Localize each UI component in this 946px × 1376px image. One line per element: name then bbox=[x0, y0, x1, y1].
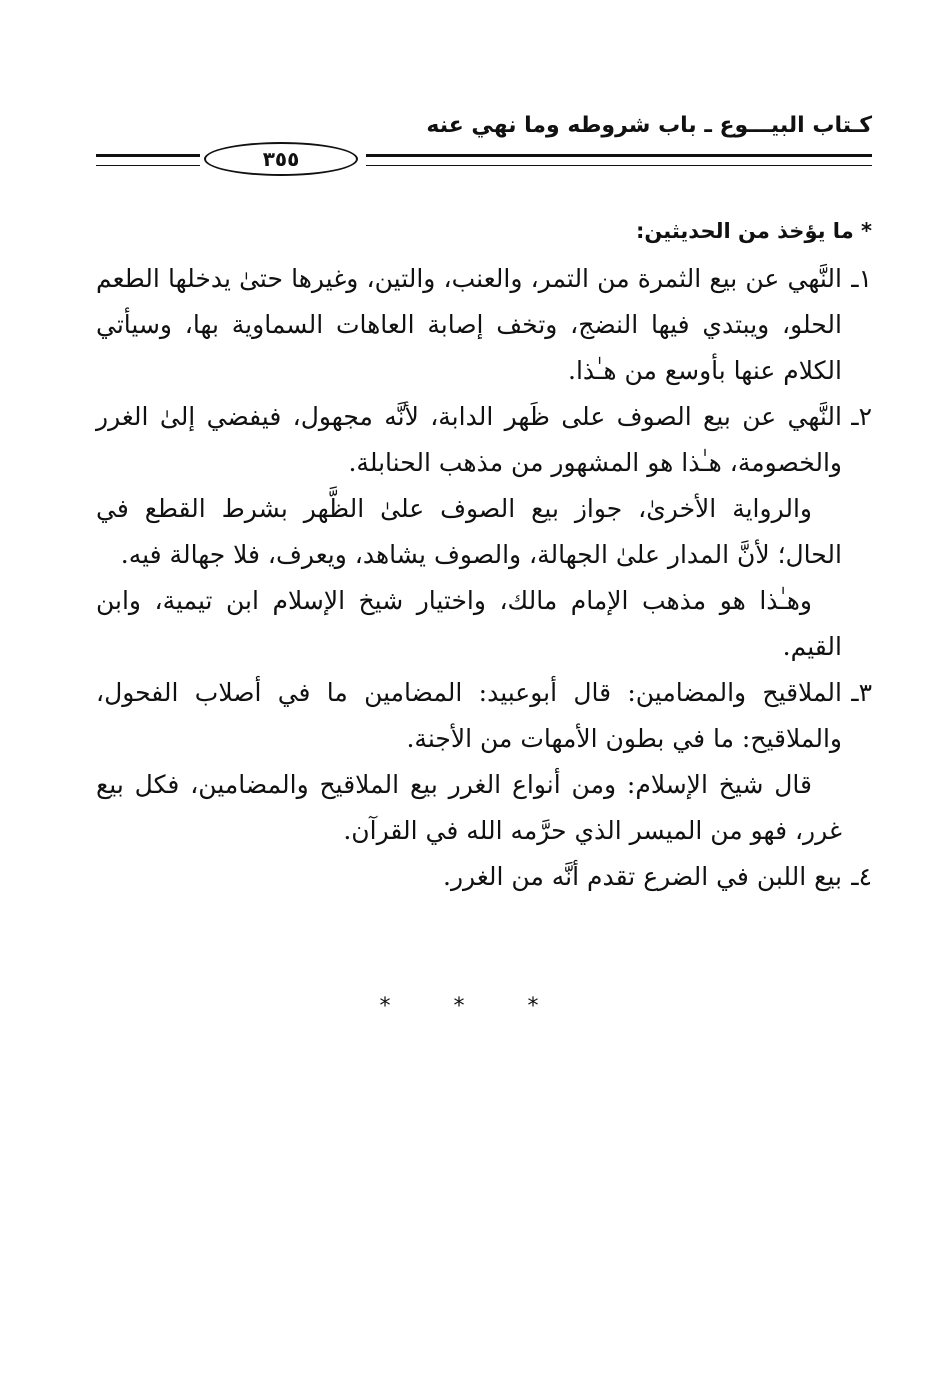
item-number: ٣ـ bbox=[851, 678, 872, 707]
item-number: ٢ـ bbox=[851, 402, 872, 431]
item-text: بيع اللبن في الضرع تقدم أنَّه من الغرر. bbox=[443, 862, 842, 891]
item-text: النَّهي عن بيع الصوف على ظَهر الدابة، لأنَّه مجهول، فيفضي إلىٰ الغرر والخصومة، هـٰذا هو المشهور من مذهب الحنابلة. bbox=[96, 402, 842, 477]
list-item-1 bbox=[96, 256, 872, 394]
paragraph-other-narration: والرواية الأخرىٰ، جواز بيع الصوف علىٰ الظَّهر بشرط القطع في الحال؛ لأنَّ المدار علىٰ الجهالة، والصوف يشاهد، ويعرف، فلا جهالة فيه. bbox=[96, 494, 842, 569]
list-item-4 bbox=[96, 854, 872, 900]
end-ornament: * * * bbox=[379, 994, 567, 1019]
paragraph-shaykh-al-islam: قال شيخ الإسلام: ومن أنواع الغرر بيع الملاقيح والمضامين، فكل بيع غرر، فهو من الميسر الذي حرَّمه الله في القرآن. bbox=[96, 770, 842, 845]
page-body bbox=[96, 206, 872, 900]
item-number: ٤ـ bbox=[851, 862, 872, 891]
list-item-3 bbox=[96, 670, 872, 762]
item-text: الملاقيح والمضامين: قال أبوعبيد: المضامين ما في أصلاب الفحول، والملاقيح: ما في بطون الأمهات من الأجنة. bbox=[96, 678, 842, 753]
header-rule-right bbox=[366, 154, 872, 166]
section-heading: * ما يؤخذ من الحديثين: bbox=[635, 219, 872, 243]
header-rule-left bbox=[96, 154, 200, 166]
item-text: النَّهي عن بيع الثمرة من التمر، والعنب، والتين، وغيرها حتىٰ يدخلها الطعم الحلو، ويبتدي فيها النضج، وتخف إصابة العاهات السماوية بها، وسيأتي الكلام عنها بأوسع من هـٰذا. bbox=[96, 264, 842, 385]
page-header bbox=[96, 108, 872, 178]
page-number: ٣٥٥ bbox=[204, 142, 358, 176]
running-title: كـتاب البيـــوع ـ باب شروطه وما نهي عنه bbox=[426, 113, 872, 138]
list-item-2 bbox=[96, 394, 872, 486]
paragraph-malik-opinion: وهـٰذا هو مذهب الإمام مالك، واختيار شيخ الإسلام ابن تيمية، وابن القيم. bbox=[96, 586, 842, 661]
item-number: ١ـ bbox=[851, 264, 872, 293]
